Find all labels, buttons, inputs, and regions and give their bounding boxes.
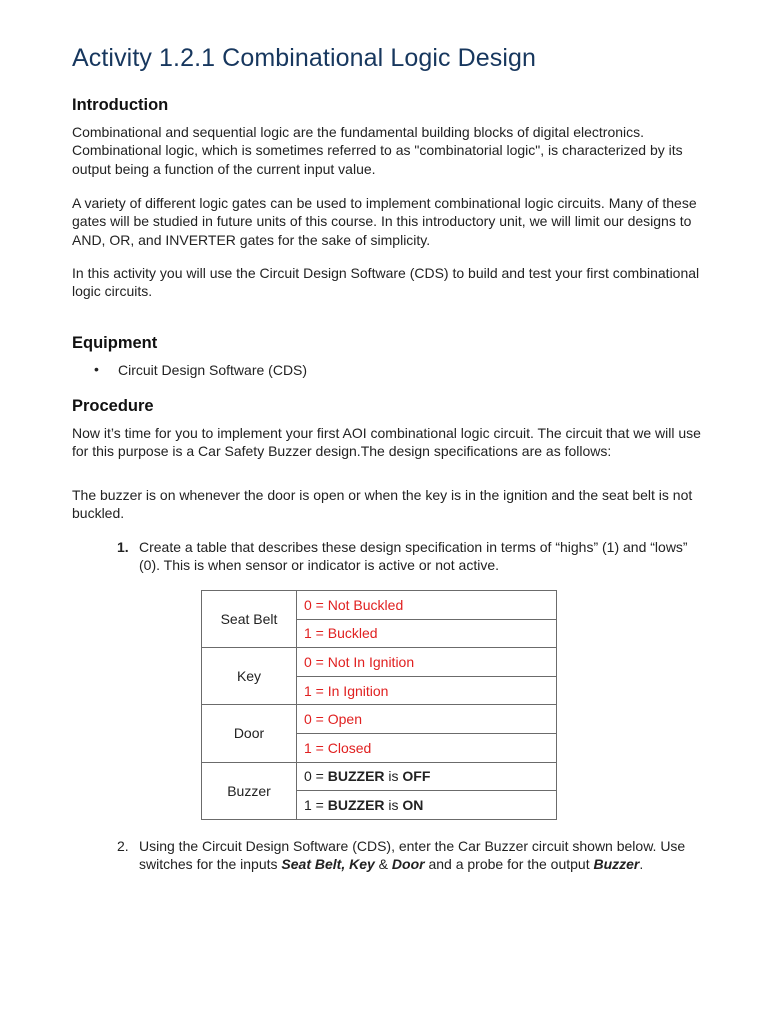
design-spec-table [201,590,557,820]
value-prefix: 1 = [304,796,328,813]
buzzer-emphasis: Buzzer [593,856,640,873]
seat-belt-value-0: 0 = Not Buckled [297,591,557,620]
seat-belt-value-1: 1 = Buckled [297,619,557,648]
buzzer-state: OFF [402,768,431,785]
value-connector: is [384,796,403,813]
table-row [202,762,557,791]
step-number: 1. [117,539,129,555]
introduction-heading: Introduction [72,96,169,114]
key-label: Key [202,648,297,705]
equipment-item-label: Circuit Design Software (CDS) [118,362,308,378]
page-title: Activity 1.2.1 Combinational Logic Design [72,44,537,72]
step-text-part: Using the Circuit Design Software (CDS), enter the Car Buzzer circuit shown below. Use switches for the inputs [139,838,686,873]
equipment-heading: Equipment [72,334,158,352]
seat-belt-label: Seat Belt [202,591,297,648]
table-row [202,591,557,620]
procedure-paragraph-1: Now it’s time for you to implement your first AOI combinational logic circuit. The circuit that we will use for this purpose is a Car Safety Buzzer design.The design specifications are as follows: [72,425,701,460]
door-label: Door [202,705,297,762]
buzzer-word: BUZZER [327,768,385,785]
step-text-part: . [639,856,644,873]
door-emphasis: Door [391,856,425,873]
step-text-part: & [374,856,392,873]
key-value-0: 0 = Not In Ignition [297,648,557,677]
buzzer-label: Buzzer [202,762,297,819]
table-row [202,648,557,677]
intro-paragraph-2: A variety of different logic gates can be used to implement combinational logic circuits. Many of these gates will be studied in future units of this course. In this introductory unit, we will limit our designs to AND, OR, and INVERTER gates for the sake of simplicity. [72,195,697,248]
intro-paragraph-3: In this activity you will use the Circuit Design Software (CDS) to build and test your first combinational logic circuits. [72,265,700,300]
buzzer-value-1 [297,791,557,820]
key-value-1: 1 = In Ignition [297,676,557,705]
step-number: 2. [117,838,129,854]
buzzer-word: BUZZER [327,796,385,813]
intro-paragraph-1: Combinational and sequential logic are the fundamental building blocks of digital electronics. Combinational logic, which is sometimes referred to as "combinatorial logic", is characterized by its output being a function of the current input value. [72,124,683,177]
procedure-heading: Procedure [72,397,154,415]
step-text: Create a table that describes these design specification in terms of “highs” (1) and “lows” (0). This is when sensor or indicator is active or not active. [139,539,688,574]
step-text [139,837,709,874]
value-prefix: 0 = [304,768,328,785]
table-row [202,705,557,734]
procedure-paragraph-2: The buzzer is on whenever the door is open or when the key is in the ignition and the seat belt is not buckled. [72,487,693,522]
bullet-icon: • [94,361,99,377]
door-value-0: 0 = Open [297,705,557,734]
value-connector: is [384,768,403,785]
buzzer-state: ON [402,796,424,813]
input-names-emphasis: Seat Belt, Key [281,856,375,873]
buzzer-value-0 [297,762,557,791]
door-value-1: 1 = Closed [297,733,557,762]
step-text-part: and a probe for the output [424,856,594,873]
